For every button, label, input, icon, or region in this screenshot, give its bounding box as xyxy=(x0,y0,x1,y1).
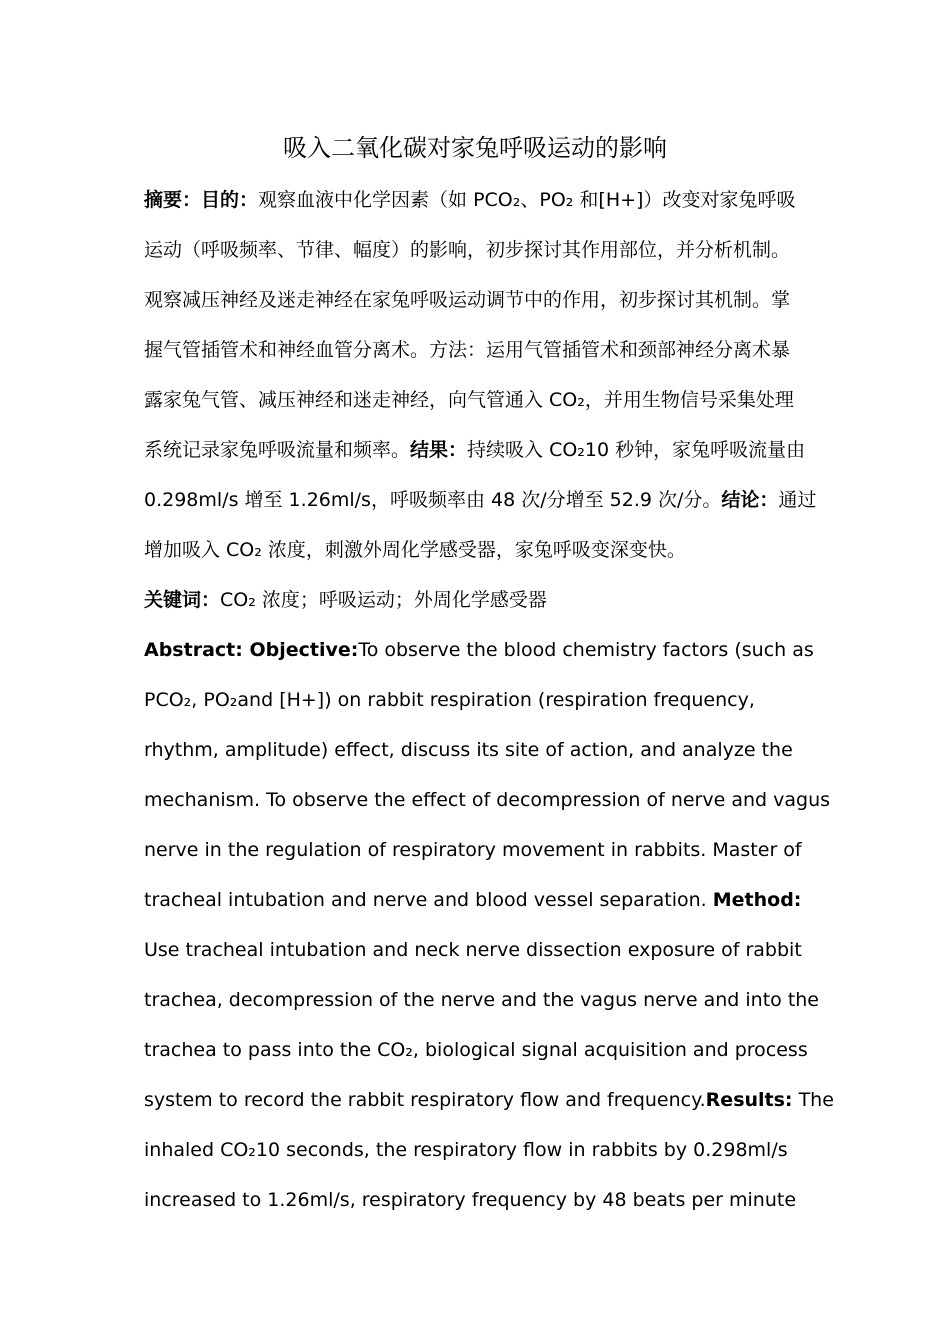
zh-abstract-line: 露家兔气管、减压神经和迷走神经，向气管通入 CO₂，并用生物信号采集处理 xyxy=(144,389,794,411)
en-abstract-line xyxy=(144,625,812,675)
en-abstract-line: Use tracheal intubation and neck nerve dissection exposure of rabbit xyxy=(144,939,802,961)
en-abstract-text: The xyxy=(798,1089,834,1111)
en-abstract-line: trachea, decompression of the nerve and the vagus nerve and into the xyxy=(144,989,820,1011)
en-abstract-line: increased to 1.26ml/s, respiratory frequency by 48 beats per minute xyxy=(144,1189,797,1211)
zh-keywords-line xyxy=(144,575,812,625)
zh-abstract-text: 持续吸入 CO₂10 秒钟，家兔呼吸流量由 xyxy=(467,439,806,461)
en-abstract-line: rhythm, amplitude) effect, discuss its site of action, and analyze the xyxy=(144,739,793,761)
zh-abstract-line: 观察减压神经及迷走神经在家兔呼吸运动调节中的作用，初步探讨其机制。掌 xyxy=(144,289,791,311)
zh-abstract-text: 0.298ml/s 增至 1.26ml/s，呼吸频率由 48 次/分增至 52.9 次/分。 xyxy=(144,489,722,511)
en-abstract-line: mechanism. To observe the effect of decompression of nerve and vagus xyxy=(144,789,831,811)
en-abstract-line xyxy=(144,875,812,925)
en-abstract-text: To observe the blood chemistry factors (such as xyxy=(358,639,814,661)
zh-conclusion-label: 结论： xyxy=(721,489,779,511)
zh-abstract-line: 增加吸入 CO₂ 浓度，刺激外周化学感受器，家兔呼吸变深变快。 xyxy=(144,539,686,561)
en-abstract-text: system to record the rabbit respiratory flow and frequency. xyxy=(144,1089,706,1111)
en-abstract-line: PCO₂, PO₂and [H+]) on rabbit respiration (respiration frequency, xyxy=(144,689,755,711)
abstract-body xyxy=(144,175,834,1225)
zh-keywords-text: CO₂ 浓度；呼吸运动；外周化学感受器 xyxy=(220,589,547,611)
zh-abstract-text: 观察血液中化学因素（如 PCO₂、PO₂ 和[H+]）改变对家兔呼吸 xyxy=(258,189,796,211)
zh-abstract-line xyxy=(144,175,812,225)
en-abstract-label: Abstract: Objective: xyxy=(144,639,359,661)
en-abstract-line: nerve in the regulation of respiratory movement in rabbits. Master of xyxy=(144,839,802,861)
zh-keywords-label: 关键词： xyxy=(144,589,221,611)
en-abstract-line xyxy=(144,1075,834,1125)
zh-objective-label: 目的： xyxy=(201,189,259,211)
en-method-label: Method: xyxy=(712,889,802,911)
zh-abstract-line: 运动（呼吸频率、节律、幅度）的影响，初步探讨其作用部位，并分析机制。 xyxy=(144,239,791,261)
zh-abstract-text: 通过 xyxy=(778,489,817,511)
zh-abstract-text: 系统记录家兔呼吸流量和频率。 xyxy=(144,439,411,461)
zh-abstract-line xyxy=(144,425,812,475)
zh-results-label: 结果： xyxy=(410,439,468,461)
zh-abstract-label: 摘要： xyxy=(144,189,202,211)
zh-abstract-line: 握气管插管术和神经血管分离术。方法：运用气管插管术和颈部神经分离术暴 xyxy=(144,339,791,361)
en-abstract-line: trachea to pass into the CO₂, biological signal acquisition and process xyxy=(144,1039,808,1061)
page-title: 吸入二氧化碳对家兔呼吸运动的影响 xyxy=(283,134,667,162)
en-abstract-text: tracheal intubation and nerve and blood vessel separation. xyxy=(144,889,707,911)
en-results-label: Results: xyxy=(705,1089,793,1111)
zh-abstract-line xyxy=(144,475,817,525)
en-abstract-line: inhaled CO₂10 seconds, the respiratory flow in rabbits by 0.298ml/s xyxy=(144,1139,788,1161)
